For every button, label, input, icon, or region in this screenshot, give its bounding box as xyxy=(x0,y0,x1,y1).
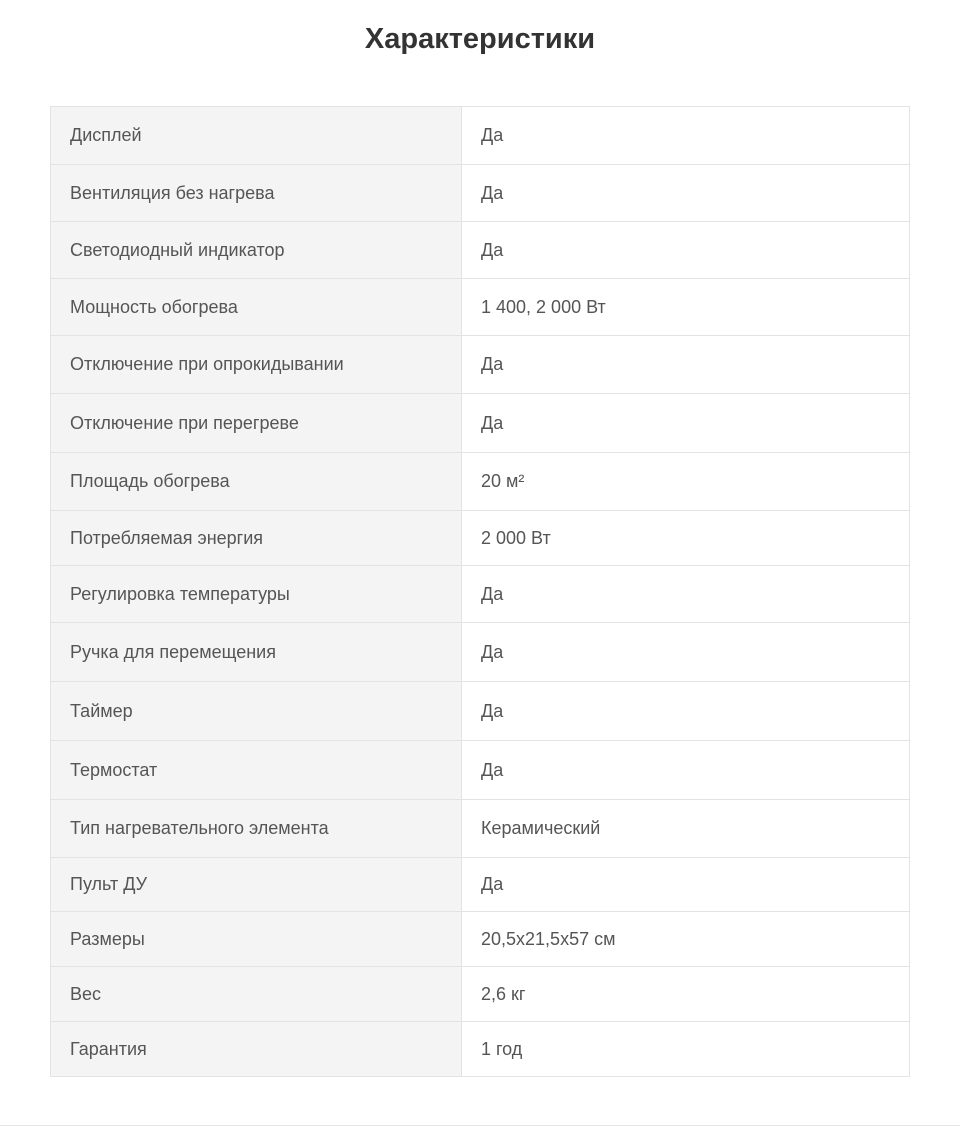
table-row xyxy=(51,967,910,1022)
spec-value: Да xyxy=(462,394,910,453)
table-row xyxy=(51,107,910,165)
table-row xyxy=(51,741,910,800)
table-row xyxy=(51,623,910,682)
table-row xyxy=(51,912,910,967)
spec-value: 20 м² xyxy=(462,453,910,511)
spec-label: Мощность обогрева xyxy=(51,279,462,336)
spec-label: Светодиодный индикатор xyxy=(51,222,462,279)
table-row xyxy=(51,453,910,511)
table-row xyxy=(51,682,910,741)
spec-value: Керамический xyxy=(462,800,910,858)
spec-value: Да xyxy=(462,222,910,279)
spec-label: Потребляемая энергия xyxy=(51,511,462,566)
table-row xyxy=(51,336,910,394)
page-title: Характеристики xyxy=(364,23,596,55)
bottom-divider xyxy=(0,1125,960,1126)
specs-table xyxy=(50,106,910,1077)
table-row xyxy=(51,858,910,912)
spec-value: Да xyxy=(462,682,910,741)
spec-label: Термостат xyxy=(51,741,462,800)
spec-label: Отключение при опрокидывании xyxy=(51,336,462,394)
spec-value: Да xyxy=(462,623,910,682)
spec-label: Вес xyxy=(51,967,462,1022)
table-row xyxy=(51,279,910,336)
spec-value: 2 000 Вт xyxy=(462,511,910,566)
table-row xyxy=(51,566,910,623)
spec-value: Да xyxy=(462,336,910,394)
spec-value: 20,5x21,5x57 см xyxy=(462,912,910,967)
spec-label: Гарантия xyxy=(51,1022,462,1077)
spec-label: Пульт ДУ xyxy=(51,858,462,912)
table-row xyxy=(51,1022,910,1077)
spec-label: Тип нагревательного элемента xyxy=(51,800,462,858)
table-row xyxy=(51,511,910,566)
spec-label: Отключение при перегреве xyxy=(51,394,462,453)
spec-value: Да xyxy=(462,165,910,222)
spec-label: Вентиляция без нагрева xyxy=(51,165,462,222)
spec-value: Да xyxy=(462,107,910,165)
spec-value: Да xyxy=(462,566,910,623)
table-row xyxy=(51,800,910,858)
spec-value: Да xyxy=(462,858,910,912)
spec-value: 1 400, 2 000 Вт xyxy=(462,279,910,336)
spec-label: Дисплей xyxy=(51,107,462,165)
table-row xyxy=(51,165,910,222)
spec-value: Да xyxy=(462,741,910,800)
spec-label: Размеры xyxy=(51,912,462,967)
spec-value: 1 год xyxy=(462,1022,910,1077)
table-row xyxy=(51,222,910,279)
spec-label: Площадь обогрева xyxy=(51,453,462,511)
spec-value: 2,6 кг xyxy=(462,967,910,1022)
spec-label: Регулировка температуры xyxy=(51,566,462,623)
spec-label: Таймер xyxy=(51,682,462,741)
spec-label: Ручка для перемещения xyxy=(51,623,462,682)
table-row xyxy=(51,394,910,453)
